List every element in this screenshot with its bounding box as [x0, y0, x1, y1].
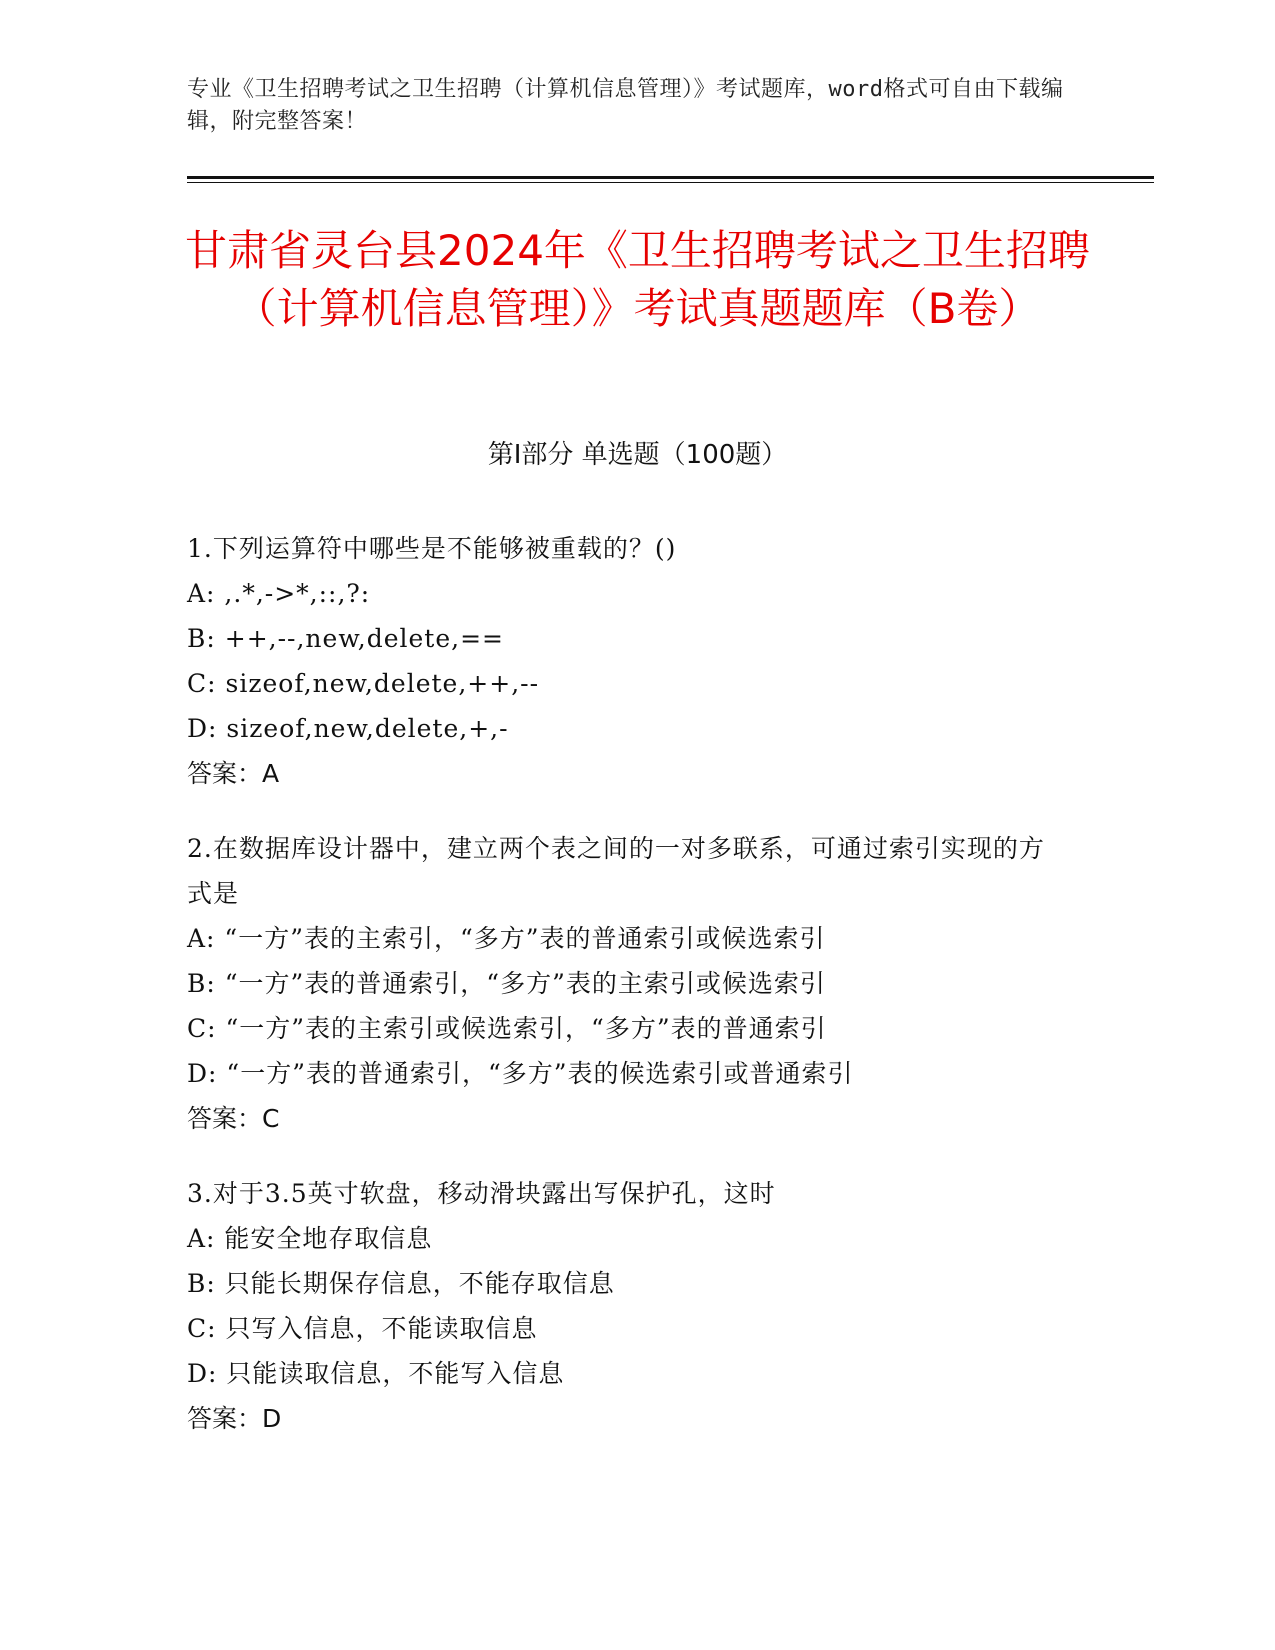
option-a: A: ,.*,->*,::,?:	[187, 579, 371, 608]
section-title: 第Ⅰ部分 单选题（100题）	[487, 440, 788, 470]
answer-line: 答案：D	[187, 1404, 282, 1433]
option-a: A: “一方”表的主索引，“多方”表的普通索引或候选索引	[187, 924, 826, 953]
question-list	[187, 526, 1067, 1471]
header-rule-thin	[187, 182, 1154, 183]
answer-line: 答案：C	[187, 1104, 280, 1133]
option-a: A: 能安全地存取信息	[187, 1224, 433, 1253]
option-c: C: sizeof,new,delete,++,--	[187, 669, 540, 698]
question-stem: 3.对于3.5英寸软盘，移动滑块露出写保护孔，这时	[187, 1179, 776, 1208]
question-3	[187, 1171, 1067, 1441]
option-c: C: 只写入信息，不能读取信息	[187, 1314, 538, 1343]
option-d: D: sizeof,new,delete,+,-	[187, 714, 509, 743]
option-b: B: 只能长期保存信息，不能存取信息	[187, 1269, 615, 1298]
answer-line: 答案：A	[187, 759, 280, 788]
option-d: D: 只能读取信息，不能写入信息	[187, 1359, 565, 1388]
option-b: B: “一方”表的普通索引，“多方”表的主索引或候选索引	[187, 969, 826, 998]
question-1	[187, 526, 1067, 796]
header-note: 专业《卫生招聘考试之卫生招聘（计算机信息管理）》考试题库，word格式可自由下载编辑，附完整答案！	[187, 77, 1064, 134]
option-d: D: “一方”表的普通索引，“多方”表的候选索引或普通索引	[187, 1059, 854, 1088]
option-c: C: “一方”表的主索引或候选索引，“多方”表的普通索引	[187, 1014, 827, 1043]
question-stem: 2.在数据库设计器中，建立两个表之间的一对多联系，可通过索引实现的方式是	[187, 834, 1045, 908]
header-rule-thick	[187, 176, 1154, 179]
question-stem: 1.下列运算符中哪些是不能够被重载的？()	[187, 534, 677, 563]
option-b: B: ++,--,new,delete,==	[187, 624, 504, 653]
question-2	[187, 826, 1067, 1141]
document-title: 甘肃省灵台县2024年《卫生招聘考试之卫生招聘（计算机信息管理）》考试真题题库（B卷）	[185, 226, 1090, 333]
